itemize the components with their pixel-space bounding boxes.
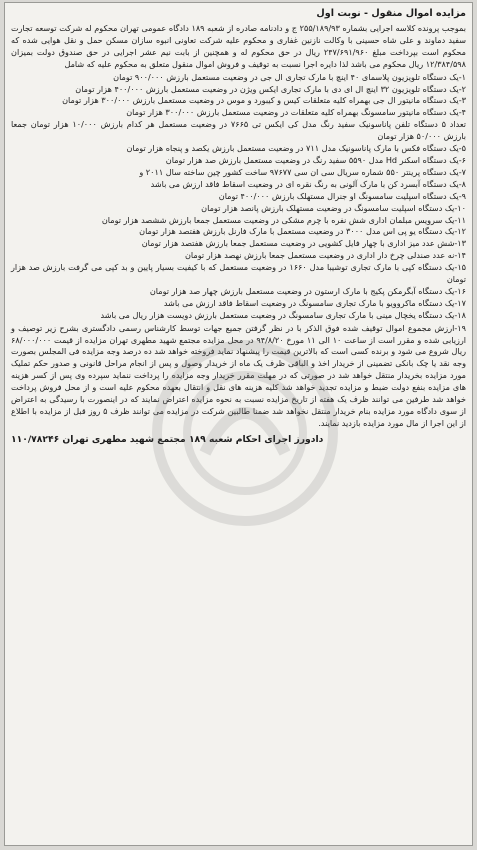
notice-intro: بموجب پرونده کلاسه اجرایی بشماره ۲۵۵/۱۸۹/۹۳ ج و دادنامه صادره از شعبه ۱۸۹ دادگاه عمومی تهران محکوم له شرکت توسعه تجارت سفید دماوند و علی شاه حسینی با وکالت نازنین غفاری و محکوم علیه شرکت تعاونی انبوه سازان مسکن حمل و نقل هوایی شده که محکوم است بپرداخت مبلغ ۲۴۷/۶۹۱/۹۶۰ ریال در حق محکوم له و همچنین از بابت نیم عشر اجرایی در حق صندوق دولت بمیزان ۱۲/۳۸۴/۵۹۸ ریال محکوم می باشد لذا دایره اجرا نسبت به توقیف و فروش اموال منقول متعلق به محکوم علیه که شامل bbox=[11, 23, 466, 69]
list-item: ۱۲-یک دستگاه یو پی اس مدل ۳۰۰۰ در وضعیت مستعمل با مارک فارنل بارزش هفتصد هزار تومان bbox=[139, 226, 466, 237]
list-item: ۱۱-یک سرویس مبلمان اداری شش نفره با چرم مشکی در وضعیت مستعمل جمعا بارزش ششصد هزار تومان bbox=[101, 214, 466, 225]
signature-text: دادورز اجرای احکام شعبه ۱۸۹ مجتمع شهید مطهری تهران bbox=[62, 433, 324, 445]
list-item: ۱۴-نه عدد صندلی چرخ دار اداری در وضعیت مستعمل جمعا بارزش نهصد هزار تومان bbox=[184, 250, 466, 261]
items-list bbox=[11, 72, 466, 322]
list-item: ۱۳-شش عدد میز اداری با چهار فایل کشویی در وضعیت مستعمل جمعا بارزش هفتصد هزار تومان bbox=[141, 238, 466, 249]
list-item: ۹-یک دستگاه اسپلیت سامسونگ او جنرال مستهلک بارزش ۴۰۰/۰۰۰ تومان bbox=[218, 190, 466, 201]
list-item: ۱۷-یک دستگاه ماکروویو با مارک تجاری سامسونگ در وضعیت اسقاط فاقد ارزش می باشد bbox=[163, 297, 466, 308]
reference-number: ۱۱۰/۷۸۲۴۶ bbox=[11, 433, 60, 445]
list-item: ۷-یک دستگاه پرینتر ۵۵۰ شماره سریال سی ان سی ۹۷۶۷۷ ساخت کشور چین ساخته سال ۲۰۱۱ و bbox=[139, 166, 466, 177]
list-item: ۳-یک دستگاه مانیتور ال جی بهمراه کلیه متعلقات کیس و کیبورد و موس در وضعیت مستعمل بارزش ۳۰۰/۰۰۰ هزار تومان bbox=[62, 95, 466, 106]
list-item: ۱-یک دستگاه تلویزیون پلاسمای ۴۰ اینچ با مارک تجاری ال جی در وضعیت مستعمل بارزش ۹۰۰/۰۰۰ تومان bbox=[113, 71, 466, 82]
notice-terms: ۱۹-ارزش مجموع اموال توقیف شده فوق الذکر با در نظر گرفتن جمیع جهات توسط کارشناس رسمی دادگستری بشرح زیر توصیف و ارزیابی شده و مقرر است از ساعت ۱۰ الی ۱۱ مورخ ۹۴/۸/۲۰ در محل مزایده مجتمع شهید مطهری تهران مزایده از قیمت ۶۸/۰۰۰/۰۰۰ ریال شروع می شود و برنده کسی است که بالاترین قیمت را پیشنهاد نماید فروخته خواهد شد ده درصد وجه مزایده فی المجلس بصورت وجه نقد یا چک بانکی تضمینی از خریدار اخذ و الباقی ظرف یک ماه از خریدار وصول و پس از انجام مراحل قانونی و صدور حکم تملیک مورد مزایده بخریدار منتقل خواهد شد در صورتی که در مهلت مقرر خریدار وجه مزایده را پرداخت ننماید سپرده وی پس از کسر هزینه های مزایده بنفع دولت ضبط و مزایده تجدید خواهد شد کلیه هزینه های نقل و انتقال بعهده محکوم علیه است و از محل فروش پرداخت خواهد شد طرفین می توانند ظرف یک هفته از تاریخ مزایده نسبت به نحوه مزایده اعتراض نمایند که در اینصورت با رسیدگی به اعتراض از سوی دادگاه مورد مزایده بنام خریدار منتقل نخواهد شد ضمنا طالبین شرکت در مزایده می توانند ظرف ۵ روز قبل از مزایده با اطلاع از این اجرا از مال مورد مزایده بازدید نمایند. bbox=[11, 322, 467, 428]
list-item: ۱۵-یک دستگاه کپی با مارک تجاری توشیبا مدل ۱۶۶۰ در وضعیت مستعمل که با کیفیت بسیار پایین و بد کپی می گرفت بارزش صد هزار تومان bbox=[11, 262, 467, 285]
list-item: ۱۸-یک دستگاه یخچال مینی با مارک تجاری سامسونگ در وضعیت مستعمل بارزش دویست هزار ریال می باشد bbox=[100, 309, 466, 320]
list-item: ۴-یک دستگاه مانیتور سامسونگ بهمراه کلیه متعلقات در وضعیت مستعمل بارزش ۳۰۰/۰۰۰ هزار تومان bbox=[126, 107, 466, 118]
list-item: ۵-یک دستگاه فکس با مارک پاناسونیک مدل ۷۱۱ در وضعیت مستعمل بارزش یکصد و پنجاه هزار تومان bbox=[126, 143, 466, 154]
list-item: ۸-یک دستگاه آبسرد کن با مارک آلونی به رنگ نقره ای در وضعیت اسقاط فاقد ارزش می باشد bbox=[150, 178, 466, 189]
newspaper-clipping bbox=[4, 2, 473, 846]
list-item: ۲-یک دستگاه تلویزیون ۳۲ اینچ ال ای دی با مارک تجاری ایکس ویژن در وضعیت مستعمل بارزش ۴۰۰/۰۰۰ هزار تومان bbox=[75, 83, 466, 94]
notice-title: مزایده اموال منقول - نوبت اول bbox=[316, 8, 466, 19]
list-item: ۶-یک دستگاه اسکنر Hd مدل ۵۵۹۰ سفید رنگ در وضعیت مستعمل بارزش صد هزار تومان bbox=[165, 154, 466, 165]
list-item: ۱۰-یک دستگاه اسپلیت سامسونگ در وضعیت مستهلک بارزش پانصد هزار تومان bbox=[201, 202, 466, 213]
list-item: تعداد ۵ دستگاه تلفن پاناسونیک سفید رنگ مدل کی ایکس تی ۷۶۶۵ در وضعیت مستعمل هر کدام بارزش ۱۰/۰۰۰ هزار تومان جمعا بارزش ۵۰/۰۰۰ هزار تومان bbox=[11, 119, 466, 142]
notice-signature bbox=[11, 433, 466, 447]
list-item: ۱۶-یک دستگاه آبگرمکن پکیج با مارک ارستون در وضعیت مستعمل بارزش چهار صد هزار تومان bbox=[149, 285, 466, 296]
